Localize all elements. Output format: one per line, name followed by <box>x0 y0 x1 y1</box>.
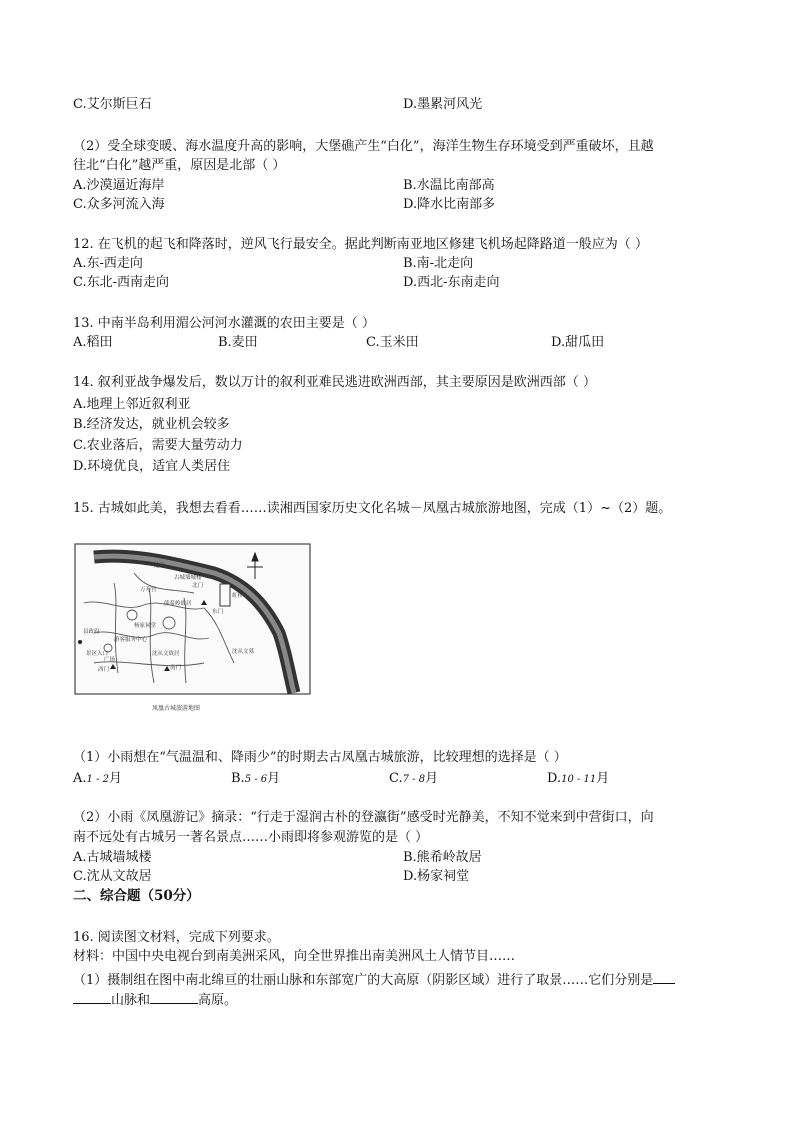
option-c: C.沈从文故居 <box>73 869 152 884</box>
map-label-south-gate: 南门 <box>170 665 182 671</box>
q15-stem: 15. 古城如此美，我想去看看……读湘西国家历史文化名城－凤凰古城旅游地图，完成（1）~（2）题。 <box>73 501 672 516</box>
option-b: B.经济发达，就业机会较多 <box>73 417 230 432</box>
option-d: D.甜瓜田 <box>551 335 605 350</box>
option-c <box>389 770 438 789</box>
map-label-entrance: 景区入口 <box>86 651 109 657</box>
answer-blank[interactable] <box>150 991 198 1004</box>
q15-sub2-stem-line2: 南不远处有古城另一著名景点……小雨即将参观游览的是（ ） <box>73 830 429 845</box>
option-b: B.南-北走向 <box>403 256 474 271</box>
q12-stem: 12. 在飞机的起飞和降落时，逆风飞行最安全。据此判断南亚地区修建飞机场起降路道一般应为（ ） <box>73 237 648 252</box>
q16-stem: 16. 阅读图文材料，完成下列要求。 <box>73 930 280 945</box>
q11-sub2-stem-line2: 往北“白化”越严重，原因是北部（ ） <box>73 158 286 173</box>
option-b <box>231 770 280 789</box>
option-c-unit: 月 <box>425 771 439 786</box>
option-c: C.众多河流入海 <box>73 197 165 212</box>
option-d: D.西北-东南走向 <box>403 275 500 290</box>
map-label-east-gate: 东门 <box>212 609 224 615</box>
option-d-label: D. <box>547 771 562 786</box>
option-c: C.农业落后，需要大量劳动力 <box>73 438 243 453</box>
map-label-xiong-xiling-home: 熊希岭故居 <box>164 601 192 607</box>
option-a: A.古城墙城楼 <box>73 850 152 865</box>
answer-blank[interactable] <box>653 971 675 984</box>
option-a <box>73 770 122 789</box>
q11-sub2-stem-line1: （2）受全球变暖、海水温度升高的影响，大堡礁产生“白化”，海洋生物生存环境受到严重破坏，且越 <box>73 139 654 154</box>
map-label-bridge: 虹桥 <box>232 593 244 599</box>
option-d: D.墨累河风光 <box>403 97 483 112</box>
map-label-shen-congwen-tomb: 沈从文墓 <box>232 649 255 655</box>
option-c: C.艾尔斯巨石 <box>73 97 152 112</box>
option-d-unit: 月 <box>596 771 610 786</box>
map-label-river: 沱江 <box>154 563 166 569</box>
option-b-value: 5 - 6 <box>244 774 268 785</box>
map-label-county-gov: 县政府 <box>83 629 100 635</box>
option-a: A.东-西走向 <box>73 256 143 271</box>
map-label-yang-ancestral: 杨家祠堂 <box>134 623 157 629</box>
q16-sub1-end: 高原。 <box>198 993 238 1008</box>
option-c: C.玉米田 <box>366 335 419 350</box>
q15-sub2-stem-line1: （2）小雨《凤凰游记》摘录：“行走于湿润古朴的登瀛街”感受时光静美，不知不觉来到中营街口，向 <box>73 810 654 825</box>
q16-sub1-line2 <box>73 991 237 1010</box>
option-a: A.地理上邻近叙利亚 <box>73 397 191 412</box>
option-b-unit: 月 <box>267 771 281 786</box>
map-caption: 凤凰古城旅游地图 <box>152 705 201 712</box>
map-label-visitor-center: 游客服务中心 <box>114 637 148 643</box>
option-a-unit: 月 <box>109 771 123 786</box>
option-d-value: 10 - 11 <box>561 774 597 785</box>
map-label-shen-congwen-home: 沈从文故居 <box>152 651 180 657</box>
map-label-west-gate: 西门 <box>98 667 110 673</box>
option-a-label: A. <box>73 771 87 786</box>
q14-stem: 14. 叙利亚战争爆发后，数以万计的叙利亚难民逃进欧洲西部，其主要原因是欧洲西部（ ） <box>73 375 596 390</box>
option-b-label: B. <box>231 771 245 786</box>
option-b: B.麦田 <box>218 335 258 350</box>
option-a: A.稻田 <box>73 335 113 350</box>
option-a: A.沙漠逼近海岸 <box>73 178 165 193</box>
q15-sub1-stem: （1）小雨想在“气温温和、降雨少”的时期去古凤凰古城旅游，比较理想的选择是（ ） <box>73 750 567 765</box>
section-title: 二、综合题（50分） <box>73 888 200 904</box>
option-b: B.水温比南部高 <box>403 178 495 193</box>
answer-blank[interactable] <box>73 991 111 1004</box>
fenghuang-map-figure <box>74 543 311 713</box>
option-d <box>547 770 609 789</box>
option-c: C.东北-西南走向 <box>73 275 170 290</box>
option-a-value: 1 - 2 <box>86 774 109 785</box>
option-c-value: 7 - 8 <box>402 774 426 785</box>
map-label-north-gate: 北门 <box>192 583 204 589</box>
option-b: B.熊希岭故居 <box>403 850 482 865</box>
option-d: D.环境优良，适宜人类居住 <box>73 459 231 474</box>
q16-sub1-mid: 山脉和 <box>111 993 151 1008</box>
map-label-wall-tower: 古城墙城楼 <box>174 575 202 581</box>
option-c-label: C. <box>389 771 403 786</box>
q16-material: 材料：中国中央电视台到南美洲采风，向全世界推出南美洲风土人情节目…… <box>73 949 516 964</box>
map-label-square: 广场 <box>104 657 116 663</box>
q13-stem: 13. 中南半岛利用湄公河河水灌溉的农田主要是（ ） <box>73 316 375 331</box>
option-d: D.杨家祠堂 <box>403 869 470 884</box>
q16-sub1-text: （1）摄制组在图中南北绵亘的壮丽山脉和东部宽广的大高原（阴影区域）进行了取景……它们分别是 <box>73 973 654 988</box>
option-d: D.降水比南部多 <box>403 197 496 212</box>
map-label-wanshou-palace: 万寿宫 <box>140 587 157 593</box>
q16-sub1-line1 <box>73 971 675 990</box>
